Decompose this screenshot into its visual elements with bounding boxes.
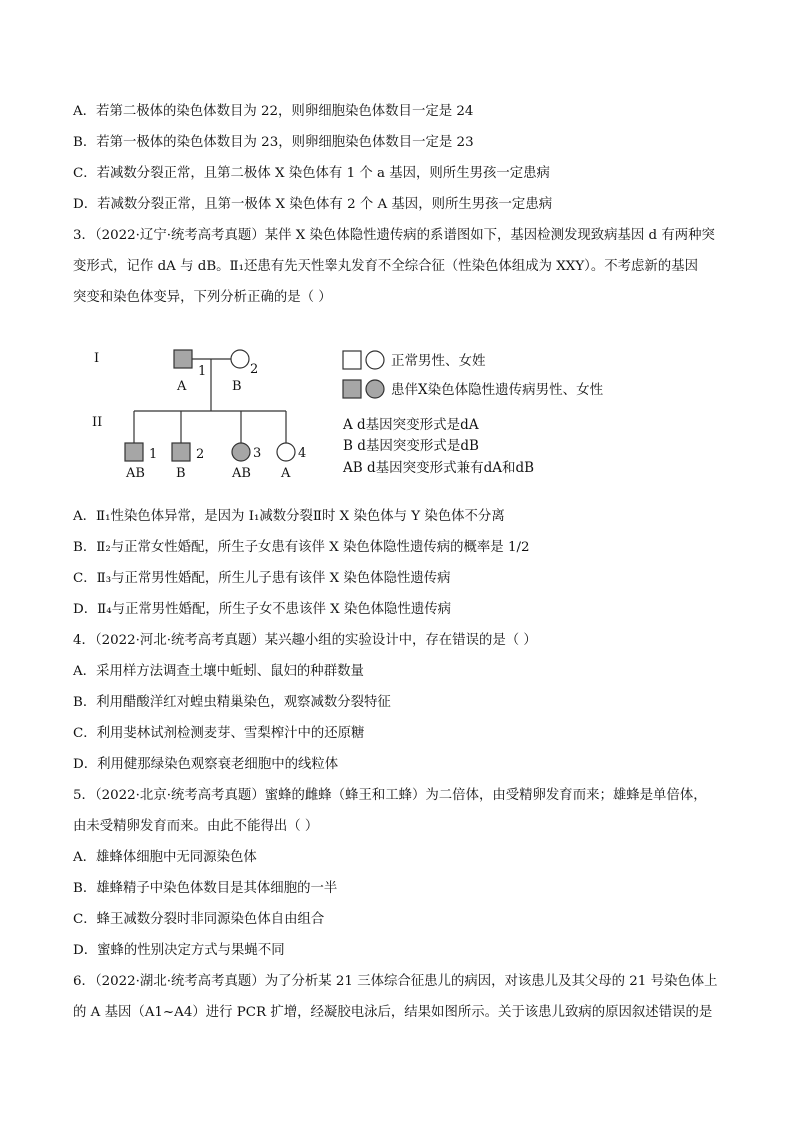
q3-option-c: C．Ⅱ₃与正常男性婚配，所生儿子患有该伴 X 染色体隐性遗传病 xyxy=(73,571,451,586)
i1-genotype: A xyxy=(177,379,187,394)
q5-stem-line2: 由未受精卵发育而来。由此不能得出（ ） xyxy=(73,819,319,834)
q4-option-c: C．利用斐林试剂检测麦芽、雪梨榨汁中的还原糖 xyxy=(73,726,365,741)
generation-2-label: II xyxy=(92,415,103,430)
q5-option-c: C．蜂王减数分裂时非同源染色体自由组合 xyxy=(73,912,325,927)
ii2-affected-male-square xyxy=(172,443,190,461)
ii2-genotype: B xyxy=(176,466,186,480)
i2-number: 2 xyxy=(250,362,259,377)
i2-genotype: B xyxy=(232,379,242,394)
legend-normal-text: 正常男性、女姓 xyxy=(391,353,486,369)
legend-affected-male-square xyxy=(343,380,361,398)
i1-affected-male-square xyxy=(174,350,192,368)
ii1-affected-male-square xyxy=(125,443,143,461)
q6-stem-line1: 6．（2022·湖北·统考高考真题）为了分析某 21 三体综合征患儿的病因，对该患儿及其父母的 21 号染色体上 xyxy=(73,974,718,989)
q2-option-d: D．若减数分裂正常，且第一极体 X 染色体有 2 个 A 基因，则所生男孩一定患病 xyxy=(73,197,553,212)
ii4-number: 4 xyxy=(298,446,307,461)
legend-affected-text: 患伴X染色体隐性遗传病男性、女性 xyxy=(391,382,604,398)
q2-option-a: A．若第二极体的染色体数目为 22，则卵细胞染色体数目一定是 24 xyxy=(73,104,474,119)
ii3-number: 3 xyxy=(253,446,262,461)
legend-ab-note: AB d基因突变形式兼有dA和dB xyxy=(343,460,535,476)
q2-option-c: C．若减数分裂正常，且第二极体 X 染色体有 1 个 a 基因，则所生男孩一定患病 xyxy=(73,166,550,181)
q5-option-d: D．蜜蜂的性别决定方式与果蝇不同 xyxy=(73,943,285,958)
legend-normal-female-circle xyxy=(366,351,384,369)
q3-option-a: A．Ⅱ₁性染色体异常，是因为 I₁减数分裂Ⅱ时 X 染色体与 Y 染色体不分离 xyxy=(73,509,505,524)
q4-option-d: D．利用健那绿染色观察衰老细胞中的线粒体 xyxy=(73,757,339,772)
ii3-genotype: AB xyxy=(232,466,251,480)
ii3-affected-female-circle xyxy=(232,443,250,461)
i1-number: 1 xyxy=(198,364,207,379)
legend-b-note: B d基因突变形式是dB xyxy=(343,438,479,454)
legend-normal-male-square xyxy=(343,351,361,369)
q5-stem-line1: 5．（2022·北京·统考高考真题）蜜蜂的雌蜂（蜂王和工蜂）为二倍体，由受精卵发育而来；雄蜂是单倍体， xyxy=(73,788,707,803)
q5-option-b: B．雄蜂精子中染色体数目是其体细胞的一半 xyxy=(73,881,338,896)
pedigree-figure xyxy=(80,340,640,480)
q3-stem-line2: 变形式，记作 dA 与 dB。Ⅱ₁还患有先天性睾丸发育不全综合征（性染色体组成为 XXY）。不考虑新的基因 xyxy=(73,259,698,274)
i2-normal-female-circle xyxy=(231,350,249,368)
q2-option-b: B．若第一极体的染色体数目为 23，则卵细胞染色体数目一定是 23 xyxy=(73,135,474,150)
ii1-genotype: AB xyxy=(126,466,145,480)
ii2-number: 2 xyxy=(196,447,205,462)
ii1-number: 1 xyxy=(149,447,158,462)
q4-stem: 4．（2022·河北·统考高考真题）某兴趣小组的实验设计中，存在错误的是（ ） xyxy=(73,633,537,648)
q3-stem-line3: 突变和染色体变异，下列分析正确的是（ ） xyxy=(73,290,332,305)
legend-a-note: A d基因突变形式是dA xyxy=(343,417,479,433)
generation-1-label: I xyxy=(94,351,100,366)
ii4-normal-female-circle xyxy=(277,443,295,461)
ii4-genotype: A xyxy=(281,466,291,480)
q6-stem-line2: 的 A 基因（A1~A4）进行 PCR 扩增，经凝胶电泳后，结果如图所示。关于该患儿致病的原因叙述错误的是 xyxy=(73,1005,713,1020)
q3-stem-line1: 3．（2022·辽宁·统考高考真题）某伴 X 染色体隐性遗传病的系谱图如下，基因检测发现致病基因 d 有两种突 xyxy=(73,228,715,243)
q4-option-b: B．利用醋酸洋红对蝗虫精巢染色，观察减数分裂特征 xyxy=(73,695,391,710)
q3-option-b: B．Ⅱ₂与正常女性婚配，所生子女患有该伴 X 染色体隐性遗传病的概率是 1/2 xyxy=(73,540,530,555)
q5-option-a: A．雄蜂体细胞中无同源染色体 xyxy=(73,850,257,865)
q4-option-a: A．采用样方法调查土壤中蚯蚓、鼠妇的种群数量 xyxy=(73,664,364,679)
q3-option-d: D．Ⅱ₄与正常男性婚配，所生子女不患该伴 X 染色体隐性遗传病 xyxy=(73,602,452,617)
legend-affected-female-circle xyxy=(366,380,384,398)
